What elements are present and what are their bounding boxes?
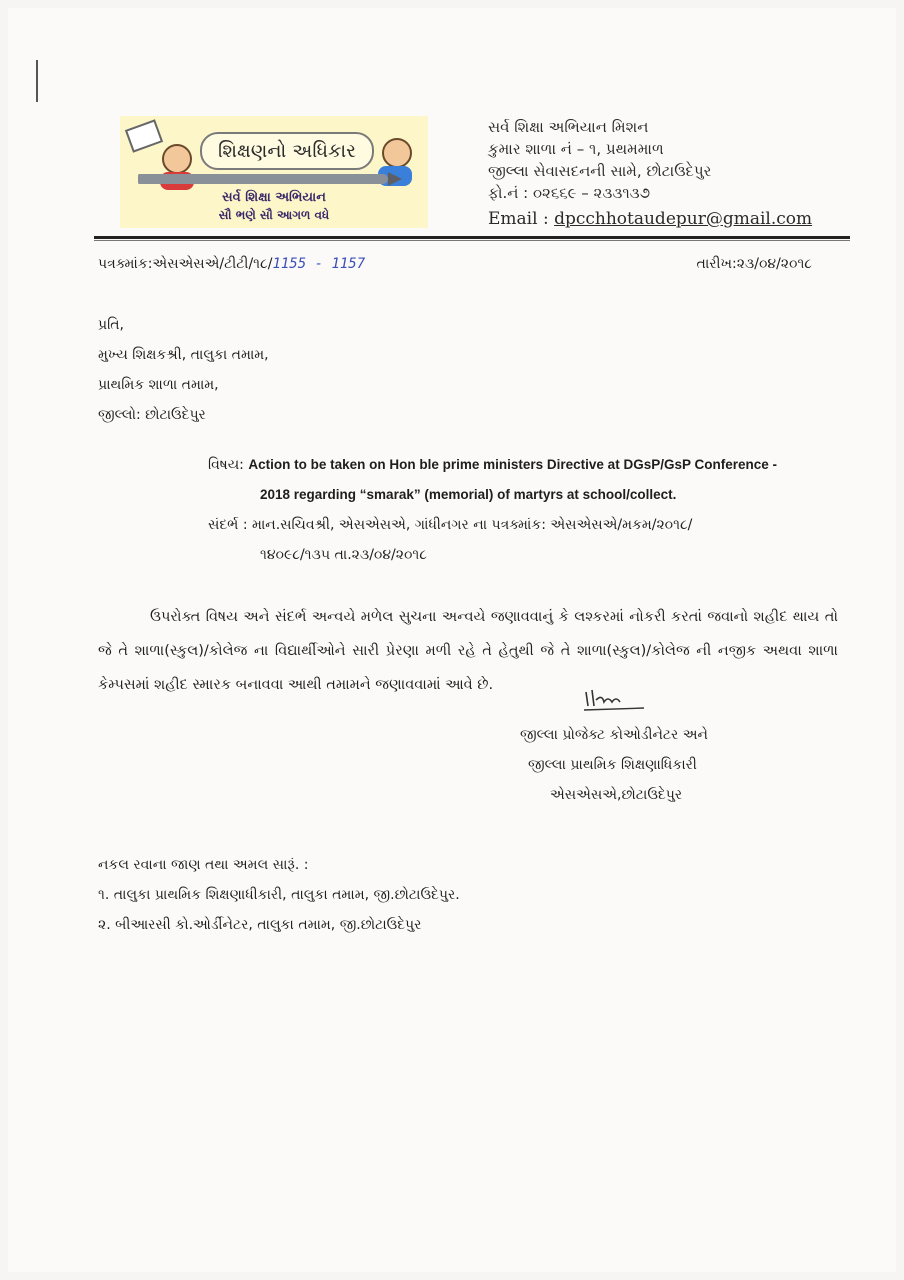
pencil-icon xyxy=(138,174,388,184)
subject-block xyxy=(208,450,828,570)
letter-date: તારીખ:૨૩/૦૪/૨૦૧૮ xyxy=(696,256,812,272)
logo-line-1: સર્વ શિક્ષા અભિયાન xyxy=(222,190,326,205)
child-left-icon xyxy=(162,144,192,174)
header-divider xyxy=(94,236,850,239)
email-label: Email : xyxy=(488,209,555,229)
signature-line-1: જીલ્લા પ્રોજેક્ટ કોઓડીનેટર અને xyxy=(520,727,708,743)
signature-line-3: એસએસએ,છોટાઉદેપુર xyxy=(550,787,683,803)
subject-label: વિષય: xyxy=(208,457,249,473)
addressee-block xyxy=(98,310,269,430)
signature-line-2: જીલ્લા પ્રાથમિક શિક્ષણાધિકારી xyxy=(528,757,697,773)
addressee-line-3: જીલ્લો: છોટાઉદેપુર xyxy=(98,407,206,423)
reference-text-1: માન.સચિવશ્રી, એસએસએ, ગાંધીનગર ના પત્રક્માંક: એસએસએ/મકમ/૨૦૧૮/ xyxy=(251,517,693,533)
reference-line-1 xyxy=(208,510,828,540)
signature-block xyxy=(520,720,708,810)
copy-heading: નકલ રવાના જાણ તથા અમલ સારૂં. : xyxy=(98,857,309,873)
reference-label: સંદર્ભ : xyxy=(208,517,252,533)
copy-item-2: ૨. બીઆરસી કો.ઓર્ડીનેટર, તાલુકા તમામ, જી.છોટાઉદેપુર xyxy=(98,917,422,933)
document-page xyxy=(8,8,896,1272)
subject-line-1 xyxy=(208,450,828,480)
book-icon xyxy=(125,119,163,152)
copy-to-block xyxy=(98,850,460,940)
letter-body: ઉપરોક્ત વિષય અને સંદર્ભ અન્વયે મળેલ સુચના અન્વયે જણાવવાનું કે લશ્કરમાં નોકરી કરતાં જવાનો શહીદ થાય તો જે તે શાળા(સ્કુલ)/કોલેજ ના વિદ્યાર્થીઓને સારી પ્રેરણા મળી રહે તે હેતુથી જે તે શાળા(સ્કુલ)/કોલેજ ની નજીક અથવા શાળા કેમ્પસમાં શહીદ સ્મારક બનાવવા આથી તમામને જણાવવામાં આવે છે. xyxy=(98,609,838,693)
addressee-line-1: મુખ્ય શિક્ષકશ્રી, તાલુકા તમામ, xyxy=(98,347,269,363)
reference-text-2: ૧૪૦૯૮/૧૩૫ તા.૨૩/૦૪/૨૦૧૮ xyxy=(260,547,427,563)
phone-number: ફો.નં : ૦૨૬૬૯ – ૨૩૩૧૩૭ xyxy=(488,184,651,202)
subject-text-2: 2018 regarding “smarak” (memorial) of martyrs at school/collect. xyxy=(260,487,677,502)
signature-mark xyxy=(580,688,650,714)
office-address xyxy=(488,116,868,230)
email-line xyxy=(488,208,868,230)
address-line-2: કુમાર શાળા નં – ૧, પ્રથમમાળ xyxy=(488,140,664,158)
handwritten-reference: 1155 - 1157 xyxy=(272,256,366,272)
letter-reference xyxy=(98,256,365,272)
child-right-icon xyxy=(382,138,412,168)
reference-prefix: પત્રક્માંક:એસએસએ/ટીટી/૧૮/ xyxy=(98,256,273,272)
logo-banner: શિક્ષણનો અધિકાર xyxy=(200,132,374,170)
logo-line-2: સૌ ભણે સૌ આગળ વધે xyxy=(218,208,330,222)
address-line-1: સર્વ શિક્ષા અભિયાન મિશન xyxy=(488,118,649,136)
subject-text-1: Action to be taken on Hon ble prime ministers Directive at DGsP/GsP Conference - xyxy=(248,457,777,472)
header-divider-thin xyxy=(94,240,850,241)
address-line-3: જીલ્લા સેવાસદનની સામે, છોટાઉદેપુર xyxy=(488,162,712,180)
copy-item-1: ૧. તાલુકા પ્રાથમિક શિક્ષણાધીકારી, તાલુકા તમામ, જી.છોટાઉદેપુર. xyxy=(98,887,460,903)
logo xyxy=(120,116,428,228)
addressee-line-2: પ્રાથમિક શાળા તમામ, xyxy=(98,377,219,393)
scan-mark xyxy=(36,60,38,102)
addressee-to: પ્રતિ, xyxy=(98,317,124,333)
email-link[interactable]: dpcchhotaudepur@gmail.com xyxy=(554,209,813,229)
